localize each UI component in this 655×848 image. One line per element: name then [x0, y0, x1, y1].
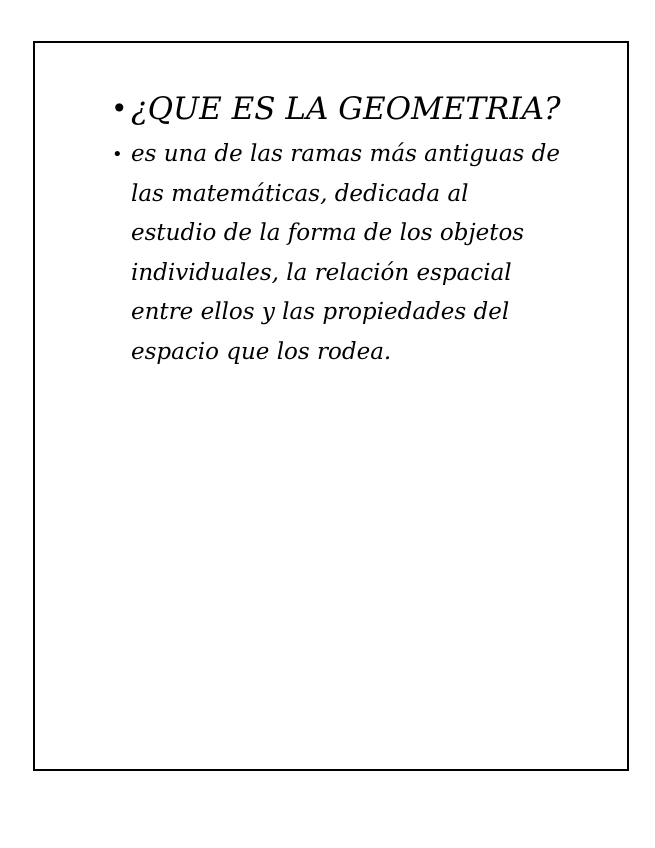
bullet-heading [111, 89, 561, 129]
slide-frame [33, 41, 629, 771]
bullet-list [111, 89, 561, 372]
heading-text: ¿QUE ES LA GEOMETRIA? [131, 91, 561, 127]
definition-text: es una de las ramas más antiguas de las matemáticas, dedicada al estudio de la forma de los objetos individuales, la relación espacial entre ellos y las propiedades del espacio que los rodea. [131, 141, 561, 365]
bullet-definition [111, 135, 561, 372]
bullet-marker: • [112, 144, 123, 165]
bullet-marker: • [111, 92, 128, 125]
